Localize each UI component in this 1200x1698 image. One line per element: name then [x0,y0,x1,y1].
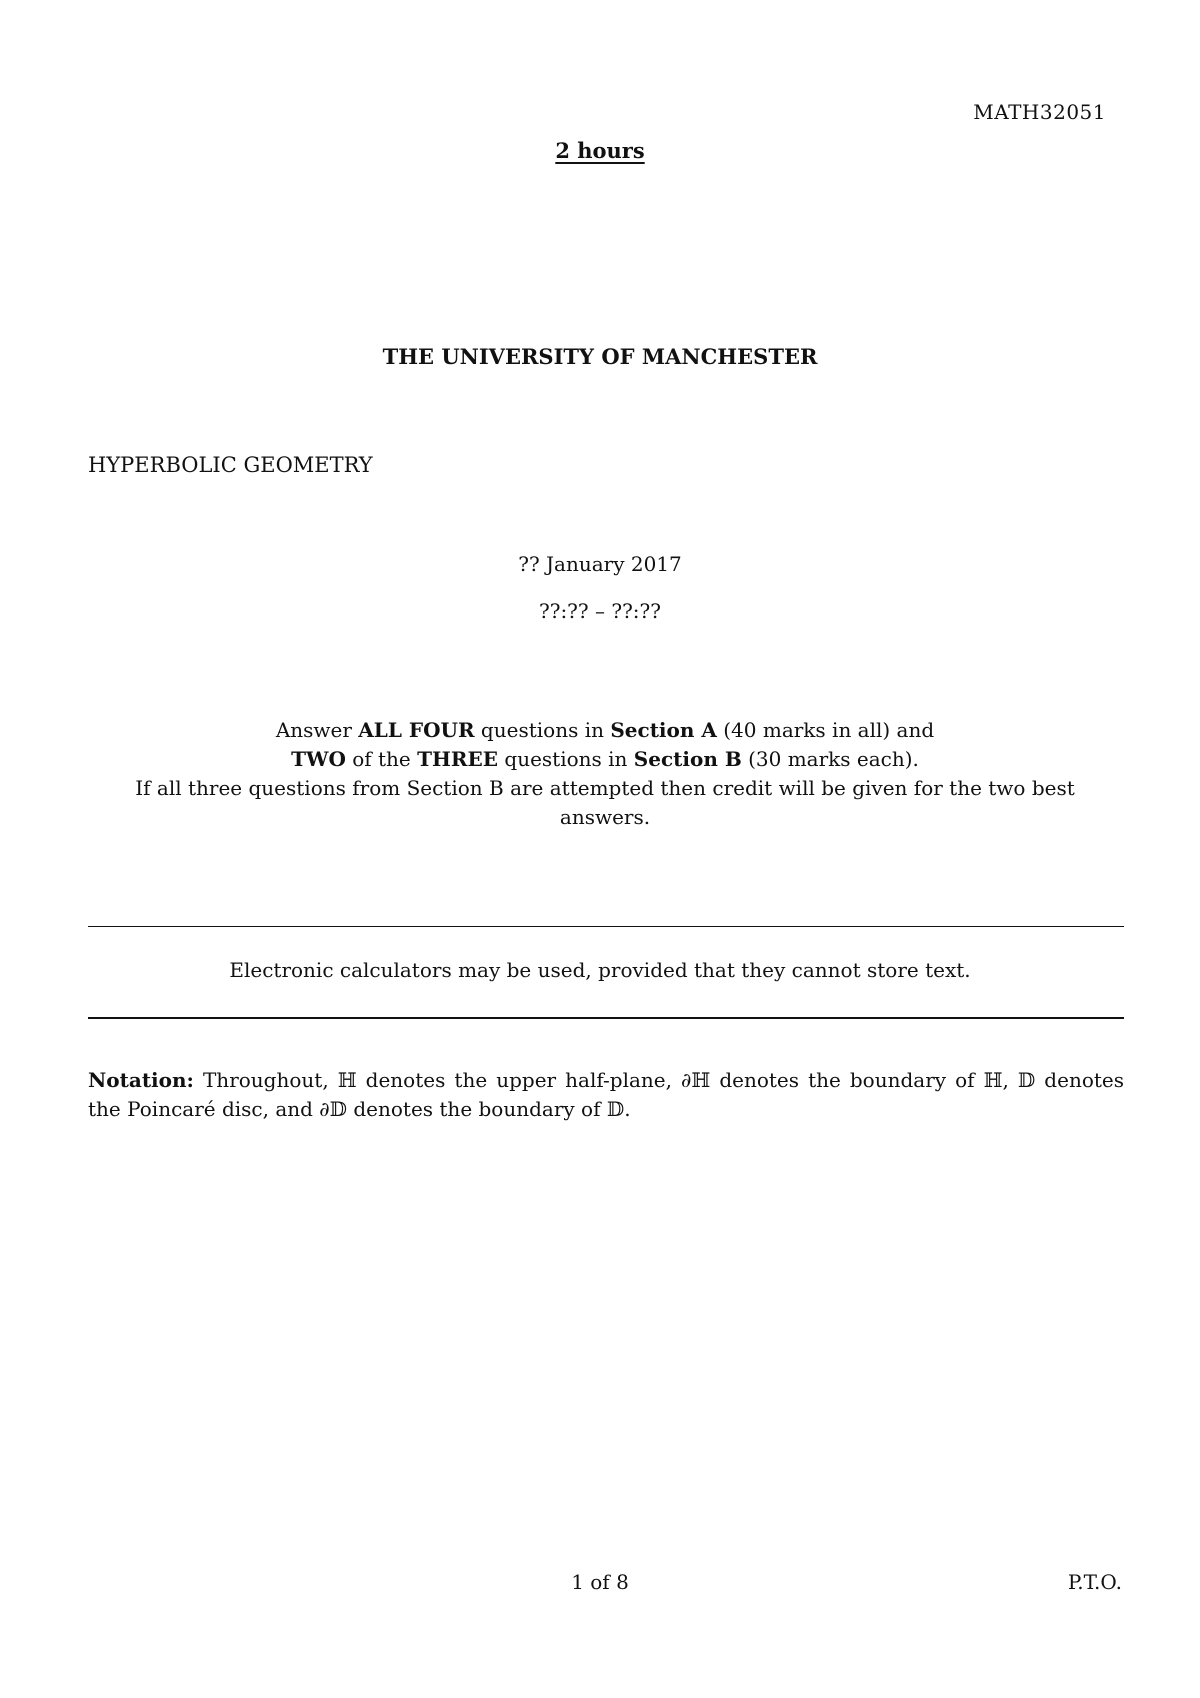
notation-label: Notation: [88,1068,194,1092]
notation-paragraph [88,1066,1124,1124]
exam-time: ??:?? – ??:?? [539,599,661,623]
course-code: MATH32051 [973,100,1106,124]
exam-date: ?? January 2017 [518,552,682,576]
page-number: 1 of 8 [571,1570,629,1594]
exam-duration-text: 2 hours [555,138,645,163]
divider-bottom [88,1017,1124,1019]
subject-title: HYPERBOLIC GEOMETRY [88,453,373,477]
please-turn-over: P.T.O. [1067,1570,1122,1594]
instructions-line-2: TWO of the THREE questions in Section B (30 marks each). [291,747,919,771]
instructions-line-3: If all three questions from Section B are attempted then credit will be given for the two best answers. [135,776,1075,829]
instructions-line-1: Answer ALL FOUR questions in Section A (40 marks in all) and [275,718,935,742]
notation-text: Throughout, ℍ denotes the upper half-plane, ∂ℍ denotes the boundary of ℍ, 𝔻 denotes the Poincaré disc, and ∂𝔻 denotes the boundary of 𝔻. [88,1068,1124,1121]
divider-top [88,926,1124,927]
university-title: THE UNIVERSITY OF MANCHESTER [382,344,818,369]
calculator-policy: Electronic calculators may be used, provided that they cannot store text. [229,958,971,982]
exam-instructions [110,716,1100,832]
exam-duration [0,138,1200,163]
